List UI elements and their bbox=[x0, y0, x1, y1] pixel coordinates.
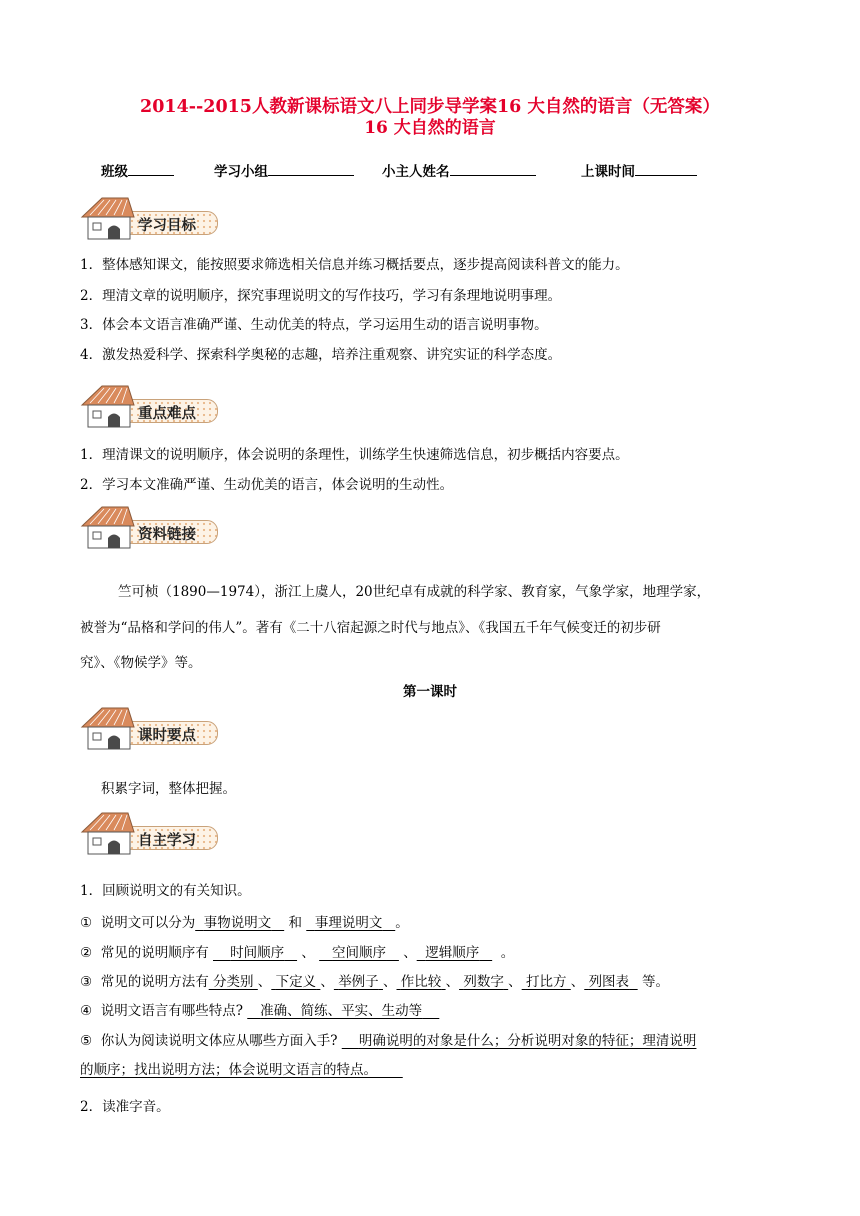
house-icon bbox=[80, 383, 140, 431]
house-icon bbox=[80, 810, 140, 858]
header-label: 重点难点 bbox=[138, 406, 196, 422]
page-subtitle: 16 大自然的语言 bbox=[364, 118, 496, 138]
section-header-goals bbox=[80, 195, 230, 245]
page-title: 2014--2015人教新课标语文八上同步导学案16 大自然的语言（无答案） bbox=[140, 97, 720, 117]
method-text: 作比较 bbox=[400, 974, 442, 990]
question-1: 1．回顾说明文的有关知识。 bbox=[80, 883, 251, 899]
answer-text: 事理说明文 bbox=[314, 915, 383, 931]
method-text: 打比方 bbox=[525, 974, 567, 990]
info-time bbox=[581, 160, 697, 180]
item-number: ⑤ bbox=[80, 1033, 93, 1049]
study-line-4 bbox=[80, 999, 439, 1019]
header-label: 自主学习 bbox=[138, 833, 196, 849]
line-prefix: 你认为阅读说明文体应从哪些方面入手? bbox=[100, 1033, 338, 1049]
info-group-label: 学习小组 bbox=[214, 164, 268, 180]
study-line-1 bbox=[80, 911, 409, 931]
info-time-label: 上课时间 bbox=[581, 164, 635, 180]
header-label: 课时要点 bbox=[138, 728, 196, 744]
focus-item: 1．理清课文的说明顺序，体会说明的条理性，训练学生快速筛选信息，初步概括内容要点。 bbox=[80, 447, 629, 463]
item-number: ④ bbox=[80, 1003, 93, 1019]
answer-text: 的顺序；找出说明方法；体会说明文语言的特点。 bbox=[80, 1062, 377, 1078]
info-class bbox=[101, 160, 174, 180]
info-host bbox=[382, 160, 536, 180]
answer-text: 准确、简练、平实、生动等 bbox=[260, 1003, 423, 1019]
method-text: 下定义 bbox=[275, 974, 317, 990]
answer-text: 逻辑顺序 bbox=[425, 945, 480, 961]
line-end: 等。 bbox=[641, 974, 669, 990]
resources-line: 究》、《物候学》等。 bbox=[80, 655, 202, 671]
line-prefix: 常见的说明方法有 bbox=[100, 974, 209, 990]
separator: 、 bbox=[403, 945, 417, 961]
section-header-lesson-points bbox=[80, 705, 230, 755]
connector-text: 和 bbox=[288, 915, 302, 931]
focus-item: 2．学习本文准确严谨、生动优美的语言，体会说明的生动性。 bbox=[80, 477, 454, 493]
resources-line: 竺可桢（1890—1974），浙江上虞人，20世纪卓有成就的科学家、教育家，气象学家，地理学家， bbox=[118, 584, 711, 600]
goal-item: 1．整体感知课文，能按照要求筛选相关信息并练习概括要点，逐步提高阅读科普文的能力。 bbox=[80, 257, 629, 273]
answer-text: 明确说明的对象是什么；分析说明对象的特征；理清说明 bbox=[358, 1033, 697, 1049]
house-icon bbox=[80, 504, 140, 552]
lesson-title: 第一课时 bbox=[403, 684, 457, 700]
line-end: 。 bbox=[395, 915, 409, 931]
answer-text: 时间顺序 bbox=[230, 945, 285, 961]
method-text: 分类别 bbox=[213, 974, 254, 990]
info-group bbox=[214, 160, 354, 180]
house-icon bbox=[80, 195, 140, 243]
study-line-3: ③ 常见的说明方法有 分类别 、 下定义 、 举例子 、 作比较 、 列数字 、 打比方 、 列图表 等。 bbox=[80, 974, 669, 990]
separator: 、 bbox=[301, 945, 315, 961]
goal-item: 3．体会本文语言准确严谨、生动优美的特点，学习运用生动的语言说明事物。 bbox=[80, 317, 548, 333]
lesson-points-text: 积累字词，整体把握。 bbox=[101, 781, 236, 797]
method-text: 列图表 bbox=[588, 974, 630, 990]
item-number: ① bbox=[80, 915, 93, 931]
house-icon bbox=[80, 705, 140, 753]
section-header-focus bbox=[80, 383, 230, 433]
method-text: 列数字 bbox=[463, 974, 504, 990]
resources-line: 被誉为“品格和学问的伟人”。著有《二十八宿起源之时代与地点》、《我国五千年气候变迁的初步研 bbox=[80, 620, 661, 636]
header-label: 学习目标 bbox=[138, 218, 196, 234]
info-class-label: 班级 bbox=[101, 164, 128, 180]
line-end: 。 bbox=[500, 945, 515, 961]
study-line-5-cont bbox=[80, 1058, 403, 1078]
method-text: 举例子 bbox=[338, 974, 379, 990]
line-prefix: 说明文可以分为 bbox=[100, 915, 196, 931]
question-2: 2．读准字音。 bbox=[80, 1099, 170, 1115]
line-prefix: 常见的说明顺序有 bbox=[100, 945, 209, 961]
study-line-5 bbox=[80, 1029, 696, 1049]
study-line-2 bbox=[80, 941, 514, 961]
line-prefix: 说明文语言有哪些特点? bbox=[100, 1003, 243, 1019]
goal-item: 2．理清文章的说明顺序，探究事理说明文的写作技巧，学习有条理地说明事理。 bbox=[80, 288, 562, 304]
item-number: ② bbox=[80, 945, 93, 961]
section-header-self-study bbox=[80, 810, 230, 860]
answer-text: 事物说明文 bbox=[203, 915, 272, 931]
header-label: 资料链接 bbox=[138, 527, 196, 543]
item-number: ③ bbox=[80, 974, 93, 990]
info-host-label: 小主人姓名 bbox=[382, 164, 450, 180]
section-header-resources bbox=[80, 504, 230, 554]
goal-item: 4．激发热爱科学、探索科学奥秘的志趣，培养注重观察、讲究实证的科学态度。 bbox=[80, 347, 562, 363]
answer-text: 空间顺序 bbox=[332, 945, 387, 961]
